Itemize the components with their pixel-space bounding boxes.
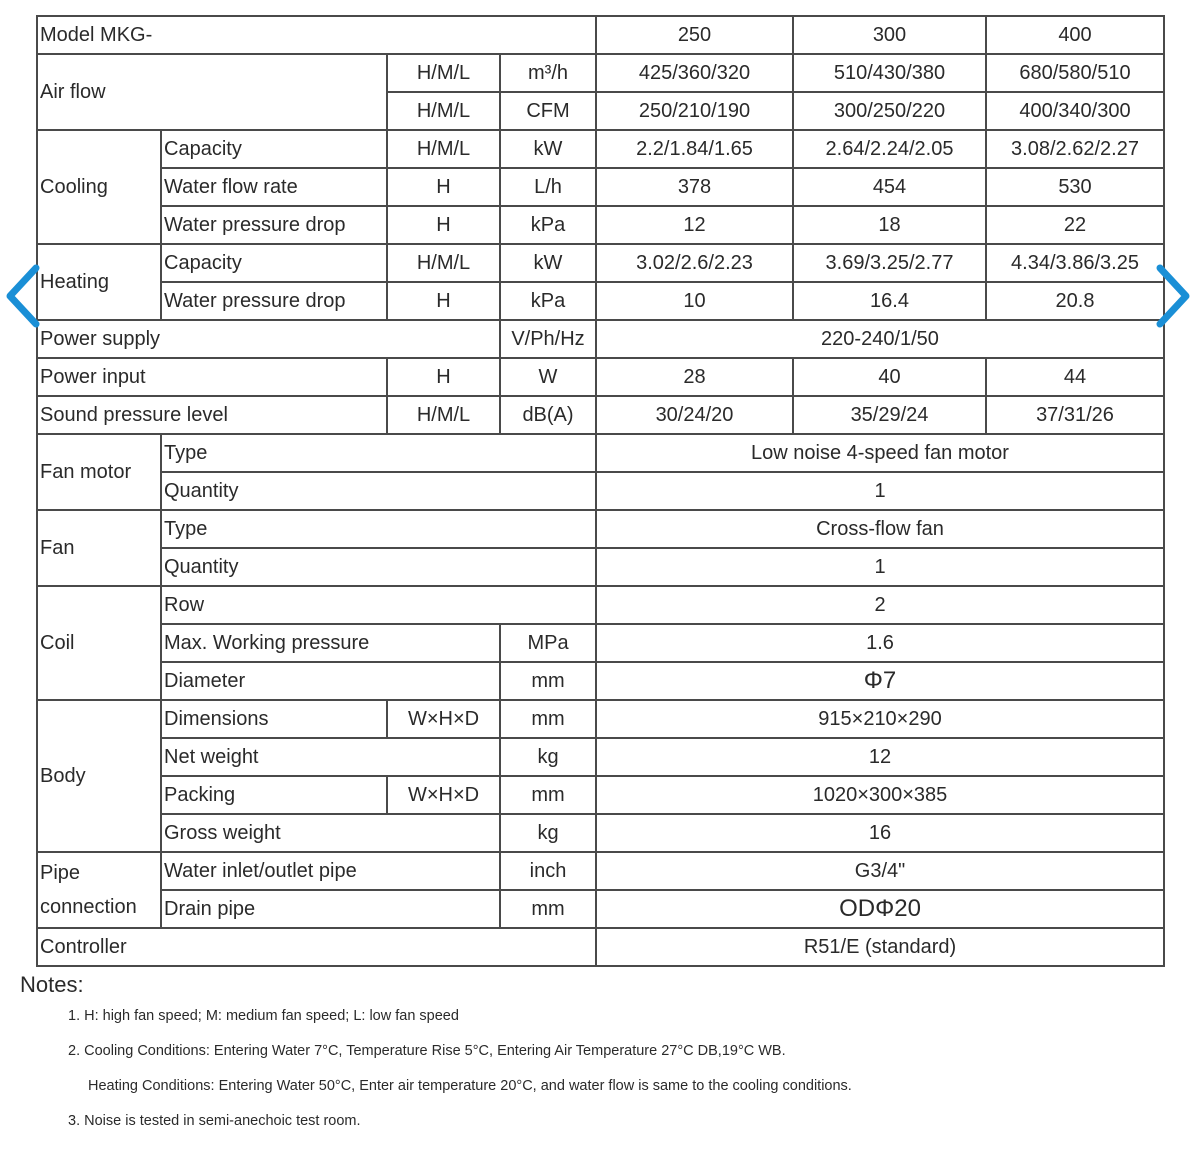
cell-value: 300/250/220 (793, 92, 986, 130)
body-label: Body (37, 700, 161, 852)
cell-label: Water flow rate (161, 168, 387, 206)
table-row (37, 168, 1164, 206)
cell-unit: m³/h (500, 54, 596, 92)
cell-label: Drain pipe (161, 890, 500, 928)
cell-unit: inch (500, 852, 596, 890)
cell-label: Row (161, 586, 596, 624)
cell-unit: kW (500, 130, 596, 168)
cell-value: 250/210/190 (596, 92, 793, 130)
cell-value: 425/360/320 (596, 54, 793, 92)
cell-cond: H/M/L (387, 396, 500, 434)
table-row (37, 738, 1164, 776)
cell-unit: CFM (500, 92, 596, 130)
cell-unit: MPa (500, 624, 596, 662)
cell-label: Water pressure drop (161, 282, 387, 320)
cell-unit: mm (500, 776, 596, 814)
cell-cond: W×H×D (387, 776, 500, 814)
cell-value: 28 (596, 358, 793, 396)
cell-label: Water pressure drop (161, 206, 387, 244)
pipe-label-line1: Pipe (40, 862, 81, 884)
cell-label: Water inlet/outlet pipe (161, 852, 500, 890)
cell-value: 20.8 (986, 282, 1164, 320)
cell-value: 1.6 (596, 624, 1164, 662)
cell-unit: V/Ph/Hz (500, 320, 596, 358)
notes (20, 972, 1120, 1146)
cell-value: 1 (596, 472, 1164, 510)
cell-value: 16.4 (793, 282, 986, 320)
table-row (37, 244, 1164, 282)
cell-unit: mm (500, 890, 596, 928)
cell-value: 220-240/1/50 (596, 320, 1164, 358)
pipe-label-line2: connection (40, 896, 137, 918)
cell-cond: W×H×D (387, 700, 500, 738)
cell-label: Diameter (161, 662, 500, 700)
cell-unit: kg (500, 814, 596, 852)
table-row (37, 396, 1164, 434)
prev-arrow-button[interactable] (2, 262, 44, 330)
cell-label: Quantity (161, 548, 596, 586)
cell-unit: kW (500, 244, 596, 282)
cell-value: 3.08/2.62/2.27 (986, 130, 1164, 168)
chevron-left-icon (2, 262, 44, 330)
cell-value: 510/430/380 (793, 54, 986, 92)
table-row (37, 510, 1164, 548)
cell-value: 1020×300×385 (596, 776, 1164, 814)
table-row (37, 206, 1164, 244)
cell-value: 915×210×290 (596, 700, 1164, 738)
cell-value: 378 (596, 168, 793, 206)
table-row (37, 814, 1164, 852)
table-row (37, 624, 1164, 662)
cell-unit: kPa (500, 282, 596, 320)
cell-value: 4.34/3.86/3.25 (986, 244, 1164, 282)
cell-cond: H/M/L (387, 92, 500, 130)
cell-value: 454 (793, 168, 986, 206)
cell-value: Cross-flow fan (596, 510, 1164, 548)
cell-value: 44 (986, 358, 1164, 396)
sound-label: Sound pressure level (37, 396, 387, 434)
table-row (37, 54, 1164, 92)
cell-value: 12 (596, 206, 793, 244)
cell-value: 37/31/26 (986, 396, 1164, 434)
table-row (37, 928, 1164, 966)
table-row (37, 586, 1164, 624)
cell-label: Max. Working pressure (161, 624, 500, 662)
cell-value: 40 (793, 358, 986, 396)
table-row (37, 434, 1164, 472)
heating-label: Heating (37, 244, 161, 320)
cell-unit: kPa (500, 206, 596, 244)
table-row (37, 130, 1164, 168)
table-row (37, 700, 1164, 738)
spec-table (36, 15, 1165, 967)
cell-value: 1 (596, 548, 1164, 586)
cell-value: R51/E (standard) (596, 928, 1164, 966)
cell-unit: L/h (500, 168, 596, 206)
power-input-label: Power input (37, 358, 387, 396)
table-row (37, 662, 1164, 700)
table-row (37, 548, 1164, 586)
model-250: 250 (596, 16, 793, 54)
cell-value: 10 (596, 282, 793, 320)
cell-cond: H (387, 282, 500, 320)
cell-unit: mm (500, 700, 596, 738)
cell-value: ODΦ20 (596, 890, 1164, 928)
cell-cond: H/M/L (387, 130, 500, 168)
cell-label: Packing (161, 776, 387, 814)
cell-value: Low noise 4-speed fan motor (596, 434, 1164, 472)
cell-label: Type (161, 434, 596, 472)
cell-value: Φ7 (596, 662, 1164, 700)
note-3: 3. Noise is tested in semi-anechoic test room. (68, 1113, 361, 1129)
cell-value: 2.64/2.24/2.05 (793, 130, 986, 168)
cell-value: 16 (596, 814, 1164, 852)
cell-label: Type (161, 510, 596, 548)
cell-value: 2.2/1.84/1.65 (596, 130, 793, 168)
cell-unit: dB(A) (500, 396, 596, 434)
cell-value: 530 (986, 168, 1164, 206)
chevron-right-icon (1152, 262, 1194, 330)
note-1: 1. H: high fan speed; M: medium fan speed; L: low fan speed (68, 1008, 459, 1024)
cell-value: 400/340/300 (986, 92, 1164, 130)
table-row (37, 890, 1164, 928)
cell-value: 12 (596, 738, 1164, 776)
cell-label: Dimensions (161, 700, 387, 738)
cell-cond: H (387, 358, 500, 396)
cell-unit: W (500, 358, 596, 396)
notes-title: Notes: (20, 972, 84, 997)
cell-cond: H (387, 206, 500, 244)
cell-cond: H/M/L (387, 54, 500, 92)
cell-value: 35/29/24 (793, 396, 986, 434)
cell-value: 18 (793, 206, 986, 244)
cell-unit: kg (500, 738, 596, 776)
cell-label: Capacity (161, 130, 387, 168)
coil-label: Coil (37, 586, 161, 700)
model-400: 400 (986, 16, 1164, 54)
note-2: 2. Cooling Conditions: Entering Water 7°C, Temperature Rise 5°C, Entering Air Temperature 27°C DB,19°C WB. (68, 1043, 786, 1059)
fan-motor-label: Fan motor (37, 434, 161, 510)
cell-value: 3.02/2.6/2.23 (596, 244, 793, 282)
model-label: Model MKG- (37, 16, 596, 54)
airflow-label: Air flow (37, 54, 387, 130)
cell-label: Net weight (161, 738, 500, 776)
cell-label: Capacity (161, 244, 387, 282)
cell-value: 22 (986, 206, 1164, 244)
model-300: 300 (793, 16, 986, 54)
table-row (37, 320, 1164, 358)
cell-value: 2 (596, 586, 1164, 624)
cell-cond: H (387, 168, 500, 206)
cell-label: Quantity (161, 472, 596, 510)
pipe-label (37, 852, 161, 928)
cell-value: 3.69/3.25/2.77 (793, 244, 986, 282)
fan-label: Fan (37, 510, 161, 586)
table-row (37, 776, 1164, 814)
cooling-label: Cooling (37, 130, 161, 244)
controller-label: Controller (37, 928, 596, 966)
power-supply-label: Power supply (37, 320, 500, 358)
table-row (37, 852, 1164, 890)
table-row (37, 16, 1164, 54)
cell-label: Gross weight (161, 814, 500, 852)
cell-cond: H/M/L (387, 244, 500, 282)
cell-value: 680/580/510 (986, 54, 1164, 92)
table-row (37, 472, 1164, 510)
cell-value: 30/24/20 (596, 396, 793, 434)
next-arrow-button[interactable] (1152, 262, 1194, 330)
table-row (37, 282, 1164, 320)
cell-value: G3/4" (596, 852, 1164, 890)
cell-unit: mm (500, 662, 596, 700)
table-row (37, 358, 1164, 396)
note-2-heating: Heating Conditions: Entering Water 50°C, Enter air temperature 20°C, and water flow is same to the cooling conditions. (88, 1078, 852, 1094)
